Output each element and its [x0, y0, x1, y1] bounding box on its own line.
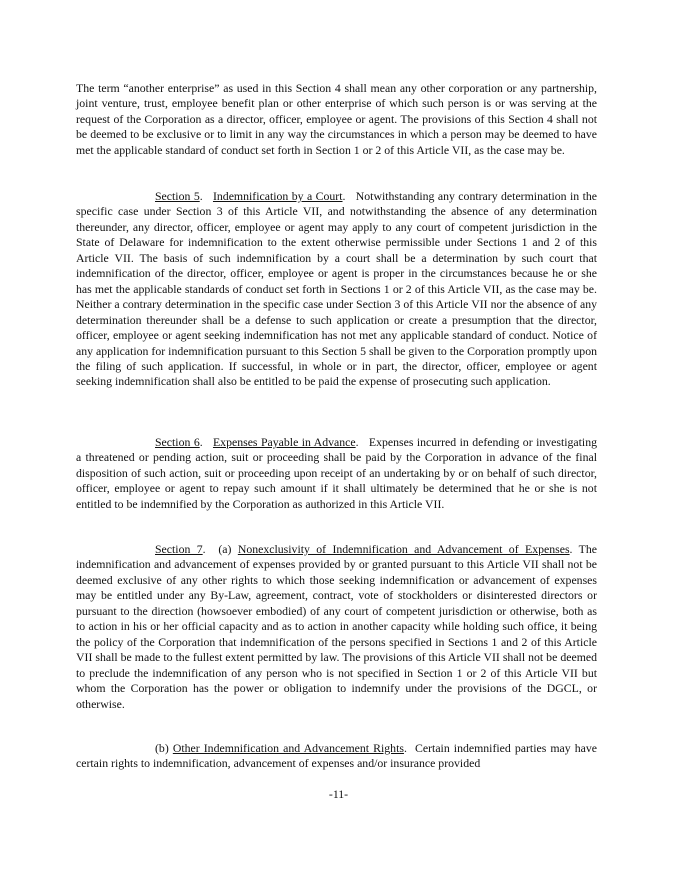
section-5-heading: Indemnification by a Court — [212, 189, 343, 203]
section-6-paragraph: Section 6. Expenses Payable in Advance. Expenses incurred in defending or investigating a threatened or pending action, suit or proceeding shall be paid by the Corporation in advance of the final disposition of such action, suit or proceeding upon receipt of an undertaking by or on behalf of such director, officer, employee or agent to repay such amount if it shall ultimately be determined that he or she is not entitled to be indemnified by the Corporation as authorized in this Article VII. — [76, 435, 598, 511]
section-7b-paragraph: (b) Other Indemnification and Advancement Rights. Certain indemnified parties may have certain rights to indemnification, advancement of expenses and/or insurance provided — [76, 741, 597, 771]
section-7a-heading: Nonexclusivity of Indemnification and Advancement of Expenses — [237, 542, 570, 556]
section-6-number: Section 6 — [155, 435, 200, 449]
section-7b-marker: (b) — [155, 741, 169, 755]
section-6-body: Expenses incurred in defending or investigating a threatened or pending action, suit or proceeding shall be paid by the Corporation in advance of the final disposition of such action, suit or proceeding upon receipt of an undertaking by or on behalf of such director, officer, employee or agent to repay such amount if it shall ultimately be determined that he or she is not entitled to be indemnified by the Corporation as authorized in this Article VII. — [76, 435, 598, 511]
section-7a-marker: (a) — [218, 542, 232, 556]
section-6-heading: Expenses Payable in Advance — [212, 435, 356, 449]
section-5-number: Section 5 — [155, 189, 200, 203]
paragraph-1-text: The term “another enterprise” as used in this Section 4 shall mean any other corporation or any partnership, joint venture, trust, employee benefit plan or other enterprise of which such person is or was serving at the request of the Corporation as a director, officer, employee or agent. The provisions of this Section 4 shall not be deemed to be exclusive or to limit in any way the circumstances in which a person may be deemed to have met the applicable standard of conduct set forth in Section 1 or 2 of this Article VII, as the case may be. — [76, 81, 597, 157]
page-number: -11- — [328, 787, 349, 801]
section-5-paragraph: Section 5. Indemnification by a Court. Notwithstanding any contrary determination in the specific case under Section 3 of this Article VII, and notwithstanding the absence of any determination thereunder, any director, officer, employee or agent may apply to any court of competent jurisdiction in the State of Delaware for indemnification to the extent otherwise permissible under Sections 1 and 2 of this Article VII. The basis of such indemnification by a court shall be a determination by such court that indemnification of the director, officer, employee or agent is proper in the circumstances because he or she has met the applicable standards of conduct set forth in Sections 1 or 2 of this Article VII, as the case may be. Neither a contrary determination in the specific case under Section 3 of this Article VII nor the absence of any determination thereunder shall be a defense to such application or create a presumption that the director, officer, employee or agent seeking indemnification has not met any applicable standard of conduct. Notice of any application for indemnification pursuant to this Section 5 shall be given to the Corporation promptly upon the filing of such application. If successful, in whole or in part, the director, officer, employee or agent seeking indemnification shall also be entitled to be paid the expense of prosecuting such application. — [76, 189, 598, 389]
section-5-body: Notwithstanding any contrary determination in the specific case under Section 3 of this Article VII, and notwithstanding the absence of any determination thereunder, any director, officer, employee or agent may apply to any court of competent jurisdiction in the State of Delaware for indemnification to the extent otherwise permissible under Sections 1 and 2 of this Article VII. The basis of such indemnification by a court shall be a determination by such court that indemnification of the director, officer, employee or agent is proper in the circumstances because he or she has met the applicable standards of conduct set forth in Sections 1 or 2 of this Article VII, as the case may be. Neither a contrary determination in the specific case under Section 3 of this Article VII nor the absence of any determination thereunder shall be a defense to such application or create a presumption that the director, officer, employee or agent seeking indemnification has not met any applicable standard of conduct. Notice of any application for indemnification pursuant to this Section 5 shall be given to the Corporation promptly upon the filing of such application. If successful, in whole or in part, the director, officer, employee or agent seeking indemnification shall also be entitled to be paid the expense of prosecuting such application. — [76, 189, 598, 389]
paragraph-another-enterprise — [76, 81, 597, 158]
section-7a-paragraph: Section 7. (a) Nonexclusivity of Indemnification and Advancement of Expenses. The indemnification and advancement of expenses provided by or granted pursuant to this Article VII shall not be deemed exclusive of any other rights to which those seeking indemnification or advancement of expenses may be entitled under any By-Law, agreement, contract, vote of stockholders or disinterested directors or pursuant to the direction (howsoever embodied) of any court of competent jurisdiction or otherwise, both as to action in his or her official capacity and as to action in another capacity while holding such office, it being the policy of the Corporation that indemnification of the persons specified in Sections 1 and 2 of this Article VII shall be made to the fullest extent permitted by law. The provisions of this Article VII shall not be deemed to preclude the indemnification of any person who is not specified in Section 1 or 2 of this Article VII but whom the Corporation has the power or obligation to indemnify under the provisions of the DGCL, or otherwise. — [76, 542, 597, 711]
section-7b-body: Certain indemnified parties may have certain rights to indemnification, advancement of expenses and/or insurance provided — [76, 741, 597, 771]
section-7b-heading: Other Indemnification and Advancement Rights — [172, 741, 404, 755]
section-7a-body: The indemnification and advancement of expenses provided by or granted pursuant to this Article VII shall not be deemed exclusive of any other rights to which those seeking indemnification or advancement of expenses may be entitled under any By-Law, agreement, contract, vote of stockholders or disinterested directors or pursuant to the direction (howsoever embodied) of any court of competent jurisdiction or otherwise, both as to action in his or her official capacity and as to action in another capacity while holding such office, it being the policy of the Corporation that indemnification of the persons specified in Sections 1 and 2 of this Article VII shall be made to the fullest extent permitted by law. The provisions of this Article VII shall not be deemed to preclude the indemnification of any person who is not specified in Section 1 or 2 of this Article VII but whom the Corporation has the power or obligation to indemnify under the provisions of the DGCL, or otherwise. — [76, 542, 597, 711]
section-7-number: Section 7 — [155, 542, 203, 556]
